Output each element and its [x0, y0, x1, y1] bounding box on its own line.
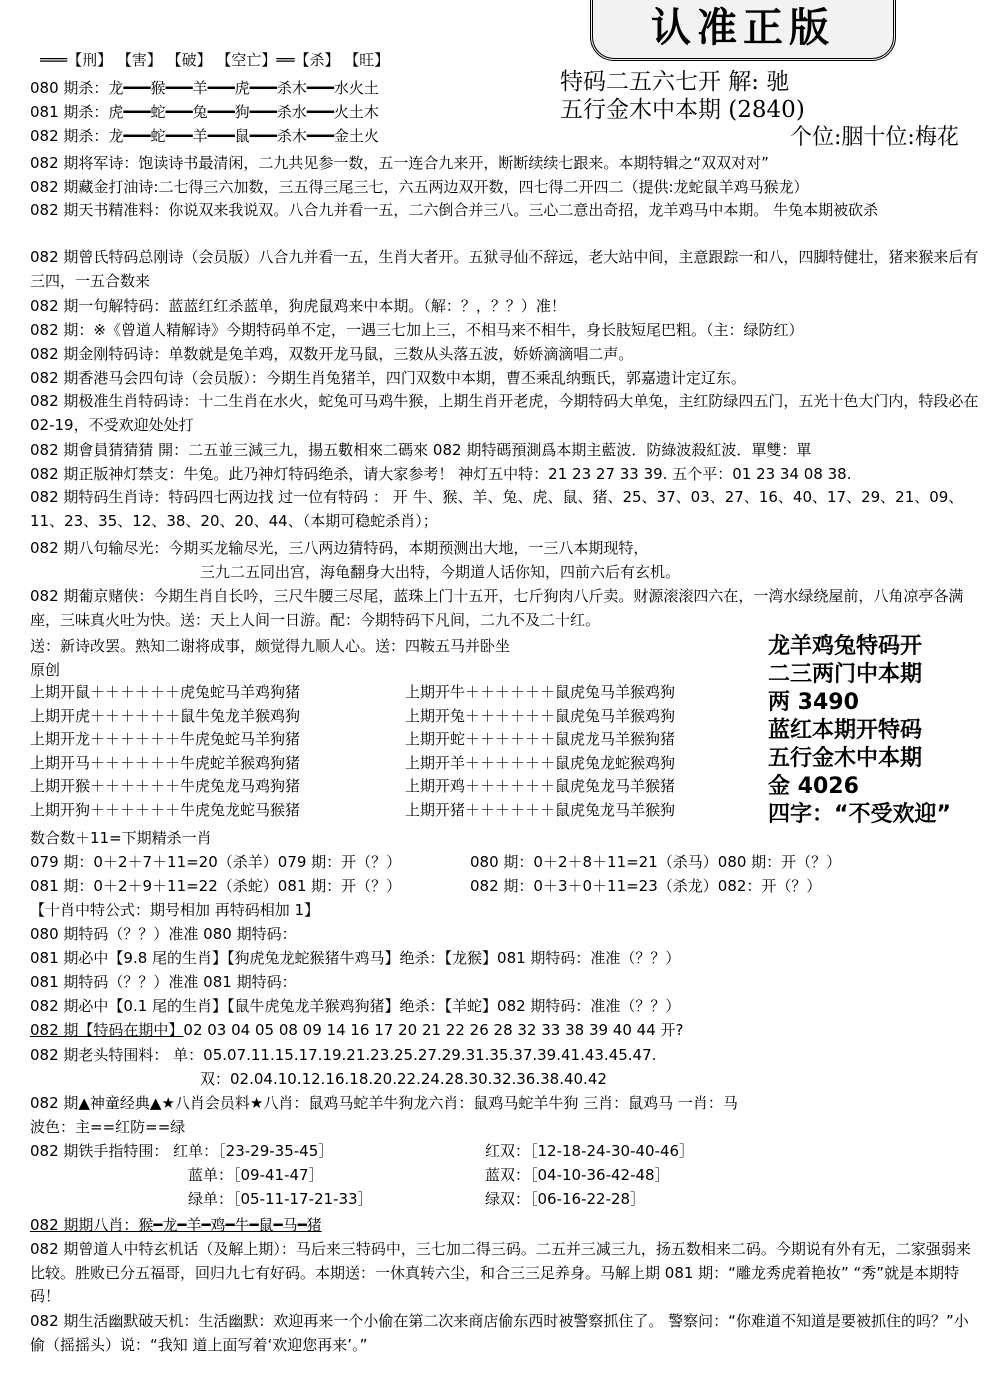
poem-gift: 送：新诗改罢。熟知二谢将成事，颇觉得九顺人心。送：四鞍五马并卧坐 [30, 637, 511, 655]
lamp-forbid: 082 期正版神灯禁支：牛兔。此乃神灯特码绝杀，请大家参考！ 神灯五中特：21 23 27 33 39. 五个平：01 23 34 08 38. [30, 465, 852, 483]
formula-title: 数合数＋11=下期精杀一肖 [30, 829, 212, 847]
iron-finger-red-odd: 082 期铁手指特围： 红单：［23-29-35-45］ [30, 1142, 334, 1160]
legend-header: ═══【刑】 【害】 【破】 【空亡】══【杀】 【旺】 [40, 51, 390, 69]
formula-row: 080 期：0＋2＋8＋11=21（杀马）080 期：开（？） [470, 853, 842, 871]
top-right-line-3: 个位:胭十位:梅花 [790, 125, 959, 150]
must-hit-082: 082 期必中【0.1 尾的生肖】【鼠牛虎兔龙羊猴鸡狗猪】绝杀：【羊蛇】082 期特码：准准（？？） [30, 997, 681, 1015]
old-man-odd: 082 期老头特围料： 单：05.07.11.15.17.19.21.23.25.27.29.31.35.37.39.41.43.45.47. [30, 1046, 657, 1064]
golden-poem: 082 期藏金打油诗:二七得三六加数，三五得三尾三七，六五两边双开数，四七得二开四二（提供:龙蛇鼠羊鸡马猴龙） [30, 178, 809, 196]
kill-row: 080 期杀：龙━━━猴━━━羊━━━虎━━━杀木━━━水火土 [30, 79, 379, 97]
one-sentence: 082 期一句解特码：蓝蓝红红杀蓝单，狗虎鼠鸡来中本期。（解：？，？？）准！ [30, 297, 566, 315]
zeng-daoren-poem: 082 期：※《曾道人精解诗》今期特码单不定，一遇三七加上三，不相马来不相牛，身长肢短尾巴粗。（主：绿防红） [30, 321, 804, 339]
must-hit-081: 081 期必中【9.8 尾的生肖】【狗虎兔龙蛇猴猪牛鸡马】绝杀：【龙猴】081 期特码：准准（？？） [30, 949, 681, 967]
right-block-line: 五行金木中本期 [768, 746, 923, 771]
zodiac-left-table [30, 681, 300, 822]
zeng-mystery: 082 期曾道人中特玄机话（及解上期）：马后来三特码中，三七加二得三码。二五并三减三九，扬五数相来二码。今期说有外有无，二家强弱来比较。胜败已分五福哥，回归九七有好码。本期送：一休真转六尘，和合三三足养身。马解上期 081 期：“雕龙秀虎着艳妆” “秀”就是本期特码！ [30, 1240, 971, 1305]
iron-finger-blue-odd: 蓝单：［09-41-47］ [188, 1166, 324, 1184]
special-081: 081 期特码（？？）准准 081 期特码： [30, 973, 297, 991]
list-item: 上期开虎＋＋＋＋＋＋鼠牛兔龙羊猴鸡狗 [30, 706, 301, 725]
list-item: 上期开龙＋＋＋＋＋＋牛虎兔蛇马羊狗猪 [30, 730, 301, 748]
formula-row: 082 期：0＋3＋0＋11=23（杀龙）082：开（？） [470, 877, 822, 895]
list-item: 上期开猪＋＋＋＋＋＋鼠虎兔龙马羊猴狗 [405, 800, 676, 819]
zodiac-number-poem: 082 期特码生肖诗：特码四七两边找 过一位有特码 ： 开 牛、猴、羊、兔、虎、鼠、猪、25、37、03、27、16、40、17、29、21、09、11、23、35、12、38、20、20、44、（本期可稳蛇杀肖）； [30, 488, 964, 530]
iron-finger-green-even: 绿双：［06-16-22-28］ [485, 1190, 646, 1208]
general-poem: 082 期将军诗：饱读诗书最清闲，二九共见参一数，五一连合九来开，断断续续七跟来。本期特辑之“双双对对” [30, 154, 769, 172]
list-item: 上期开鸡＋＋＋＋＋＋鼠虎兔龙马羊猴猪 [405, 777, 676, 795]
iron-finger-green-odd: 绿单：［05-11-17-21-33］ [188, 1190, 373, 1208]
casino-poem: 082 期葡京赌侠：今期生肖自长吟，三尺牛腰三尽尾，蓝珠上门十五开，七斤狗肉八斤卖。财源滚滚四六在，一湾水绿绕屋前，八角凉亭各满座，三味真火吐为快。送：天上人间一日游。配：今期特码下凡间，二九不及二十红。 [30, 587, 964, 629]
zodiac-poem: 082 期极准生肖特码诗：十二生肖在水火，蛇兔可马鸡牛猴，上期生肖开老虎，今期特码大单兔，主红防绿四五门，五光十色大门内，特段必在 02-19，不受欢迎处处打 [30, 392, 979, 434]
top-right-line-2: 五行金木中本期 (2840) [560, 97, 805, 123]
special-080: 080 期特码（？？）准准 080 期特码： [30, 925, 297, 943]
list-item: 上期开羊＋＋＋＋＋＋鼠虎兔龙蛇猴鸡狗 [405, 753, 676, 772]
kill-row: 081 期杀：虎━━━蛇━━━兔━━━狗━━━杀水━━━火土木 [30, 103, 379, 121]
prodigy-classic: 082 期▲神童经典▲★八肖会员料★八肖：鼠鸡马蛇羊牛狗龙六肖：鼠鸡马蛇羊牛狗 三肖：鼠鸡马 一肖：马 [30, 1094, 738, 1112]
zeng-poem: 082 期曾氏特码总刚诗（会员版）八合九并看一五，生肖大者开。五狱寻仙不辞远，老大站中间，主意跟踪一和八，四脚特健壮，猪来猴来后有三四，一五合数来 [30, 248, 979, 290]
right-block-line: 四字：“不受欢迎” [768, 802, 951, 827]
eight-lines-cont: 三九二五同出宫，海龟翻身大出特，今期道人话你知，四前六后有玄机。 [200, 563, 681, 581]
hk-poem: 082 期香港马会四句诗（会员版）：今期生肖兔猪羊，四门双数中本期，曹丕乘乱纳甄氏，郭嘉遗计定辽东。 [30, 369, 746, 387]
list-item: 上期开兔＋＋＋＋＋＋鼠虎兔马羊猴鸡狗 [405, 706, 676, 725]
iron-finger-blue-even: 蓝双：［04-10-36-42-48］ [485, 1166, 670, 1184]
list-item: 上期开猴＋＋＋＋＋＋牛虎兔龙马鸡狗猪 [30, 777, 301, 795]
logo-text: 认准正版 [651, 4, 835, 51]
ten-zodiac-formula: 【十肖中特公式：期号相加 再特码相加 1】 [30, 901, 320, 919]
jingang-poem: 082 期金刚特码诗：单数就是兔羊鸡，双数开龙马鼠，三数从头落五波，娇娇滴滴唱二声。 [30, 345, 634, 363]
eight-lines: 082 期八句输尽光：今期买龙输尽光，三八两边猜特码，本期预测出大地，一三八本期现特， [30, 539, 649, 557]
right-block-line: 两 3490 [768, 690, 859, 715]
list-item: 上期开狗＋＋＋＋＋＋牛虎兔龙蛇马猴猪 [30, 800, 301, 819]
in-period-numbers: 02 03 04 05 08 09 14 16 17 20 21 22 26 28 32 33 38 39 40 44 开? [183, 1021, 684, 1039]
right-block-line: 金 4026 [768, 774, 859, 799]
member-guess: 082 期會員猜猜猜 開：二五並三減三九，揚五數相來二碼來 082 期特碼預測爲本期主藍波．防綠波殺紅波．單雙：單 [30, 441, 812, 459]
list-item: 上期开蛇＋＋＋＋＋＋鼠虎龙马羊猴狗猪 [405, 730, 676, 748]
iron-finger-red-even: 红双：［12-18-24-30-40-46］ [485, 1142, 695, 1160]
right-block-line: 二三两门中本期 [768, 662, 923, 687]
list-item: 上期开马＋＋＋＋＋＋牛虎蛇羊猴鸡狗猪 [30, 753, 301, 772]
brand-logo [590, 0, 896, 61]
in-period-label: 082 期【特码在期中】 [30, 1021, 184, 1039]
top-right-line-1: 特码二五六七开 解: 驰 [560, 69, 790, 95]
list-item: 上期开鼠＋＋＋＋＋＋虎兔蛇马羊鸡狗猪 [30, 683, 301, 701]
original-label: 原创 [30, 661, 61, 679]
eight-zodiac: 082 期期八肖：猴━龙━羊━鸡━牛━鼠━马━猪 [30, 1216, 322, 1234]
in-period-row [30, 1020, 683, 1040]
formula-row: 079 期：0＋2＋7＋11=20（杀羊）079 期：开（？） [30, 853, 402, 871]
heaven-book: 082 期天书精准料：你说双来我说双。八合九并看一五，二六倒合并三八。三心二意出奇招，龙羊鸡马中本期。 牛兔本期被砍杀 [30, 201, 879, 219]
list-item: 上期开牛＋＋＋＋＋＋鼠虎兔马羊猴鸡狗 [405, 683, 676, 701]
kill-row: 082 期杀：龙━━━蛇━━━羊━━━鼠━━━杀木━━━金土火 [30, 127, 379, 145]
zodiac-right-table [405, 681, 675, 822]
right-block-line: 蓝红本期开特码 [768, 718, 923, 743]
wave-color: 波色：主==红防==绿 [30, 1118, 186, 1136]
right-block-line: 龙羊鸡兔特码开 [768, 634, 923, 659]
life-humor: 082 期生活幽默破天机：生活幽默：欢迎再来一个小偷在第二次来商店偷东西时被警察抓住了。 警察问：“你难道不知道是要被抓住的吗？”小偷（摇摇头）说：“我知 道上面写着‘欢迎您再来’。” [30, 1312, 969, 1354]
old-man-even: 双：02.04.10.12.16.18.20.22.24.28.30.32.36.38.40.42 [200, 1070, 607, 1088]
formula-row: 081 期：0＋2＋9＋11=22（杀蛇）081 期：开（？） [30, 877, 402, 895]
